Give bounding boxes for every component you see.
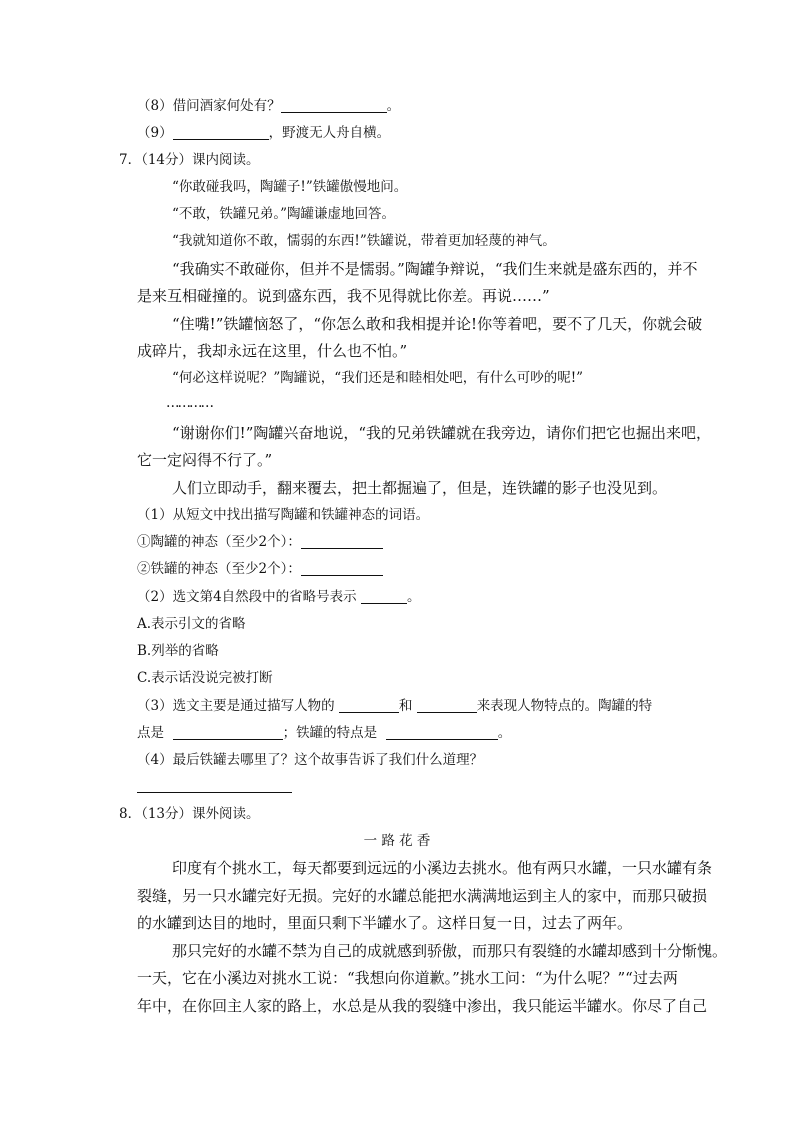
q8-paragraph-line: 年中，在你回主人家的路上，水总是从我的裂缝中渗出，我只能运半罐水。你尽了自己 — [137, 997, 708, 1015]
q7-sub1-a: ①陶罐的神态（至少2个）： — [137, 532, 383, 552]
answer-blank[interactable] — [361, 589, 407, 604]
q8-paragraph-line: 裂缝，另一只水罐完好无损。完好的水罐总能把水满满地运到主人的家中，而那只破损 — [137, 887, 708, 905]
q7-paragraph-line: “何必这样说呢？”陶罐说，“我们还是和睦相处吧，有什么可吵的呢!” — [172, 370, 584, 386]
q6-item-9: （9） ，野渡无人舟自横。 — [137, 125, 391, 141]
q7-option-b: B.列举的省略 — [137, 643, 219, 659]
q7-sub1: （1）从短文中找出描写陶罐和铁罐神态的词语。 — [137, 507, 430, 523]
q7-paragraph-line: “我确实不敢碰你，但并不是懦弱。”陶罐争辩说，“我们生来就是盛东西的，并不 — [172, 260, 698, 278]
q7-paragraph-line: “你敢碰我吗，陶罐子!”铁罐傲慢地问。 — [172, 179, 408, 195]
q7-header: 7．（14分）课内阅读。 — [119, 152, 260, 168]
answer-blank[interactable] — [386, 725, 498, 740]
q7-sub3-line1: （3）选文主要是通过描写人物的 和 来表现人物特点的。陶罐的特 — [137, 698, 653, 714]
q8-paragraph-line: 那只完好的水罐不禁为自己的成就感到骄傲，而那只有裂缝的水罐却感到十分惭愧。 — [172, 942, 728, 960]
q8-paragraph-line: 印度有个挑水工，每天都要到远远的小溪边去挑水。他有两只水罐，一只水罐有条 — [172, 859, 713, 877]
q7-paragraph-line: 成碎片，我却永远在这里，什么也不怕。” — [137, 342, 408, 360]
q7-option-c: C.表示话没说完被打断 — [137, 670, 273, 686]
answer-blank[interactable] — [339, 698, 399, 713]
q7-sub3-line2: 点是 ；铁罐的特点是 。 — [137, 725, 512, 741]
q8-paragraph-line: 一天，它在小溪边对挑水工说：“我想向你道歉。”挑水工问：“为什么呢？”“过去两 — [137, 969, 678, 987]
q7-paragraph-line: “住嘴!”铁罐恼怒了，“你怎么敢和我相提并论!你等着吧，要不了几天，你就会破 — [172, 315, 703, 333]
q6-item-8: （8）借问酒家何处有？ 。 — [137, 98, 401, 114]
q7-sub4: （4）最后铁罐去哪里了？这个故事告诉了我们什么道理？ — [137, 752, 484, 768]
q7-paragraph-line: 它一定闷得不行了。” — [137, 451, 273, 469]
answer-blank[interactable] — [173, 725, 283, 740]
answer-blank[interactable] — [137, 778, 292, 793]
answer-blank[interactable] — [301, 561, 383, 576]
q7-sub2: （2）选文第4自然段中的省略号表示 。 — [137, 589, 421, 605]
q7-paragraph-line: 是来互相碰撞的。说到盛东西，我不见得就比你差。再说……” — [137, 287, 550, 305]
q7-ellipsis: ………… — [166, 395, 212, 411]
answer-blank[interactable] — [301, 534, 383, 549]
answer-blank[interactable] — [417, 698, 477, 713]
q8-title: 一 路 花 香 — [363, 833, 431, 849]
q7-option-a: A.表示引文的省略 — [137, 616, 246, 632]
q8-header: 8．（13分）课外阅读。 — [119, 806, 260, 822]
answer-blank[interactable] — [281, 98, 387, 113]
answer-blank[interactable] — [173, 125, 269, 140]
q7-paragraph-line: “我就知道你不敢，懦弱的东西!”铁罐说，带着更加轻蔑的神气。 — [172, 233, 556, 249]
q8-paragraph-line: 的水罐到达目的地时，里面只剩下半罐水了。这样日复一日，过去了两年。 — [137, 914, 633, 932]
q7-paragraph-line: 人们立即动手，翻来覆去，把土都掘遍了，但是，连铁罐的影子也没见到。 — [172, 479, 668, 497]
q7-sub1-b: ②铁罐的神态（至少2个）： — [137, 559, 383, 579]
q7-paragraph-line: “不敢，铁罐兄弟。”陶罐谦虚地回答。 — [172, 206, 396, 222]
q7-paragraph-line: “谢谢你们!”陶罐兴奋地说，“我的兄弟铁罐就在我旁边，请你们把它也掘出来吧， — [172, 424, 712, 442]
